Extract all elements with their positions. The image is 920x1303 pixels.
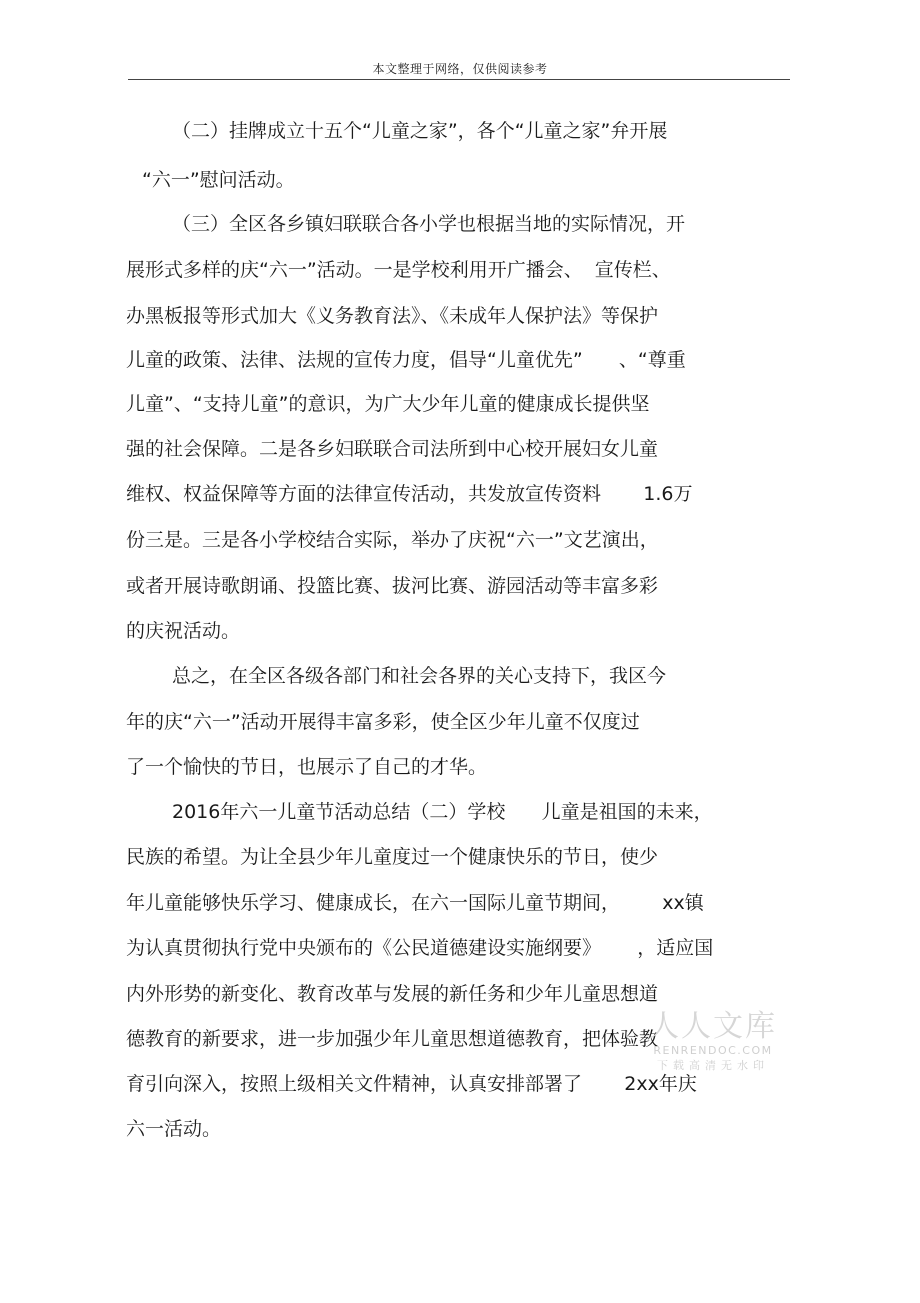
page-header: 本文整理于网络，仅供阅读参考	[372, 62, 548, 76]
header-divider	[128, 79, 790, 80]
text-line: “六一”慰问活动。	[142, 169, 295, 191]
text-line: 年儿童能够快乐学习、健康成长，在六一国际儿童节期间， xx镇	[126, 892, 704, 914]
text-line: 儿童的政策、法律、法规的宣传力度，倡导“儿童优先” 、“尊重	[126, 349, 686, 371]
text-line: 强的社会保障。二是各乡妇联联合司法所到中心校开展妇女儿童	[126, 438, 659, 460]
watermark	[648, 1010, 778, 1074]
text-line: 为认真贯彻执行党中央颁布的《公民道德建设实施纲要》 ，适应国	[126, 937, 714, 959]
watermark-logo: 人人文库	[649, 1009, 777, 1044]
text-line: 办黑板报等形式加大《义务教育法》、《未成年人保护法》等保护	[126, 305, 659, 327]
text-line: 展形式多样的庆“六一”活动。一是学校利用开广播会、 宣传栏、	[126, 259, 671, 281]
watermark-url: RENRENDOC.COM	[653, 1044, 773, 1057]
text-line: 儿童”、“支持儿童”的意识，为广大少年儿童的健康成长提供坚	[126, 393, 650, 415]
text-line: 六一活动。	[126, 1118, 222, 1140]
text-line: 或者开展诗歌朗诵、投篮比赛、拔河比赛、游园活动等丰富多彩	[126, 575, 659, 597]
text-line: 2016年六一儿童节活动总结（二）学校 儿童是祖国的未来，	[172, 801, 713, 823]
watermark-tagline: 下载高清无水印	[657, 1059, 769, 1072]
text-line: 年的庆“六一”活动开展得丰富多彩，使全区少年儿童不仅度过	[126, 711, 640, 733]
text-line: （二）挂牌成立十五个“儿童之家”，各个“儿童之家”弁开展	[172, 120, 668, 142]
text-line: 民族的希望。为让全县少年儿童度过一个健康快乐的节日，使少	[126, 846, 659, 868]
text-line: 了一个愉快的节日，也展示了自己的才华。	[126, 756, 488, 778]
text-line: 份三是。三是各小学校结合实际，举办了庆祝“六一”文艺演出，	[126, 529, 659, 551]
text-line: 育引向深入，按照上级相关文件精神，认真安排部署了 2xx年庆	[126, 1073, 697, 1095]
text-line: 的庆祝活动。	[126, 620, 241, 642]
text-line: 德教育的新要求，进一步加强少年儿童思想道德教育，把体验教	[126, 1028, 659, 1050]
text-line: 内外形势的新变化、教育改革与发展的新任务和少年儿童思想道	[126, 983, 659, 1005]
text-line: （三）全区各乡镇妇联联合各小学也根据当地的实际情况，开	[172, 213, 686, 235]
text-line: 维权、权益保障等方面的法律宣传活动，共发放宣传资料 1.6万	[126, 483, 693, 505]
text-line: 总之，在全区各级各部门和社会各界的关心支持下，我区今	[172, 665, 667, 687]
